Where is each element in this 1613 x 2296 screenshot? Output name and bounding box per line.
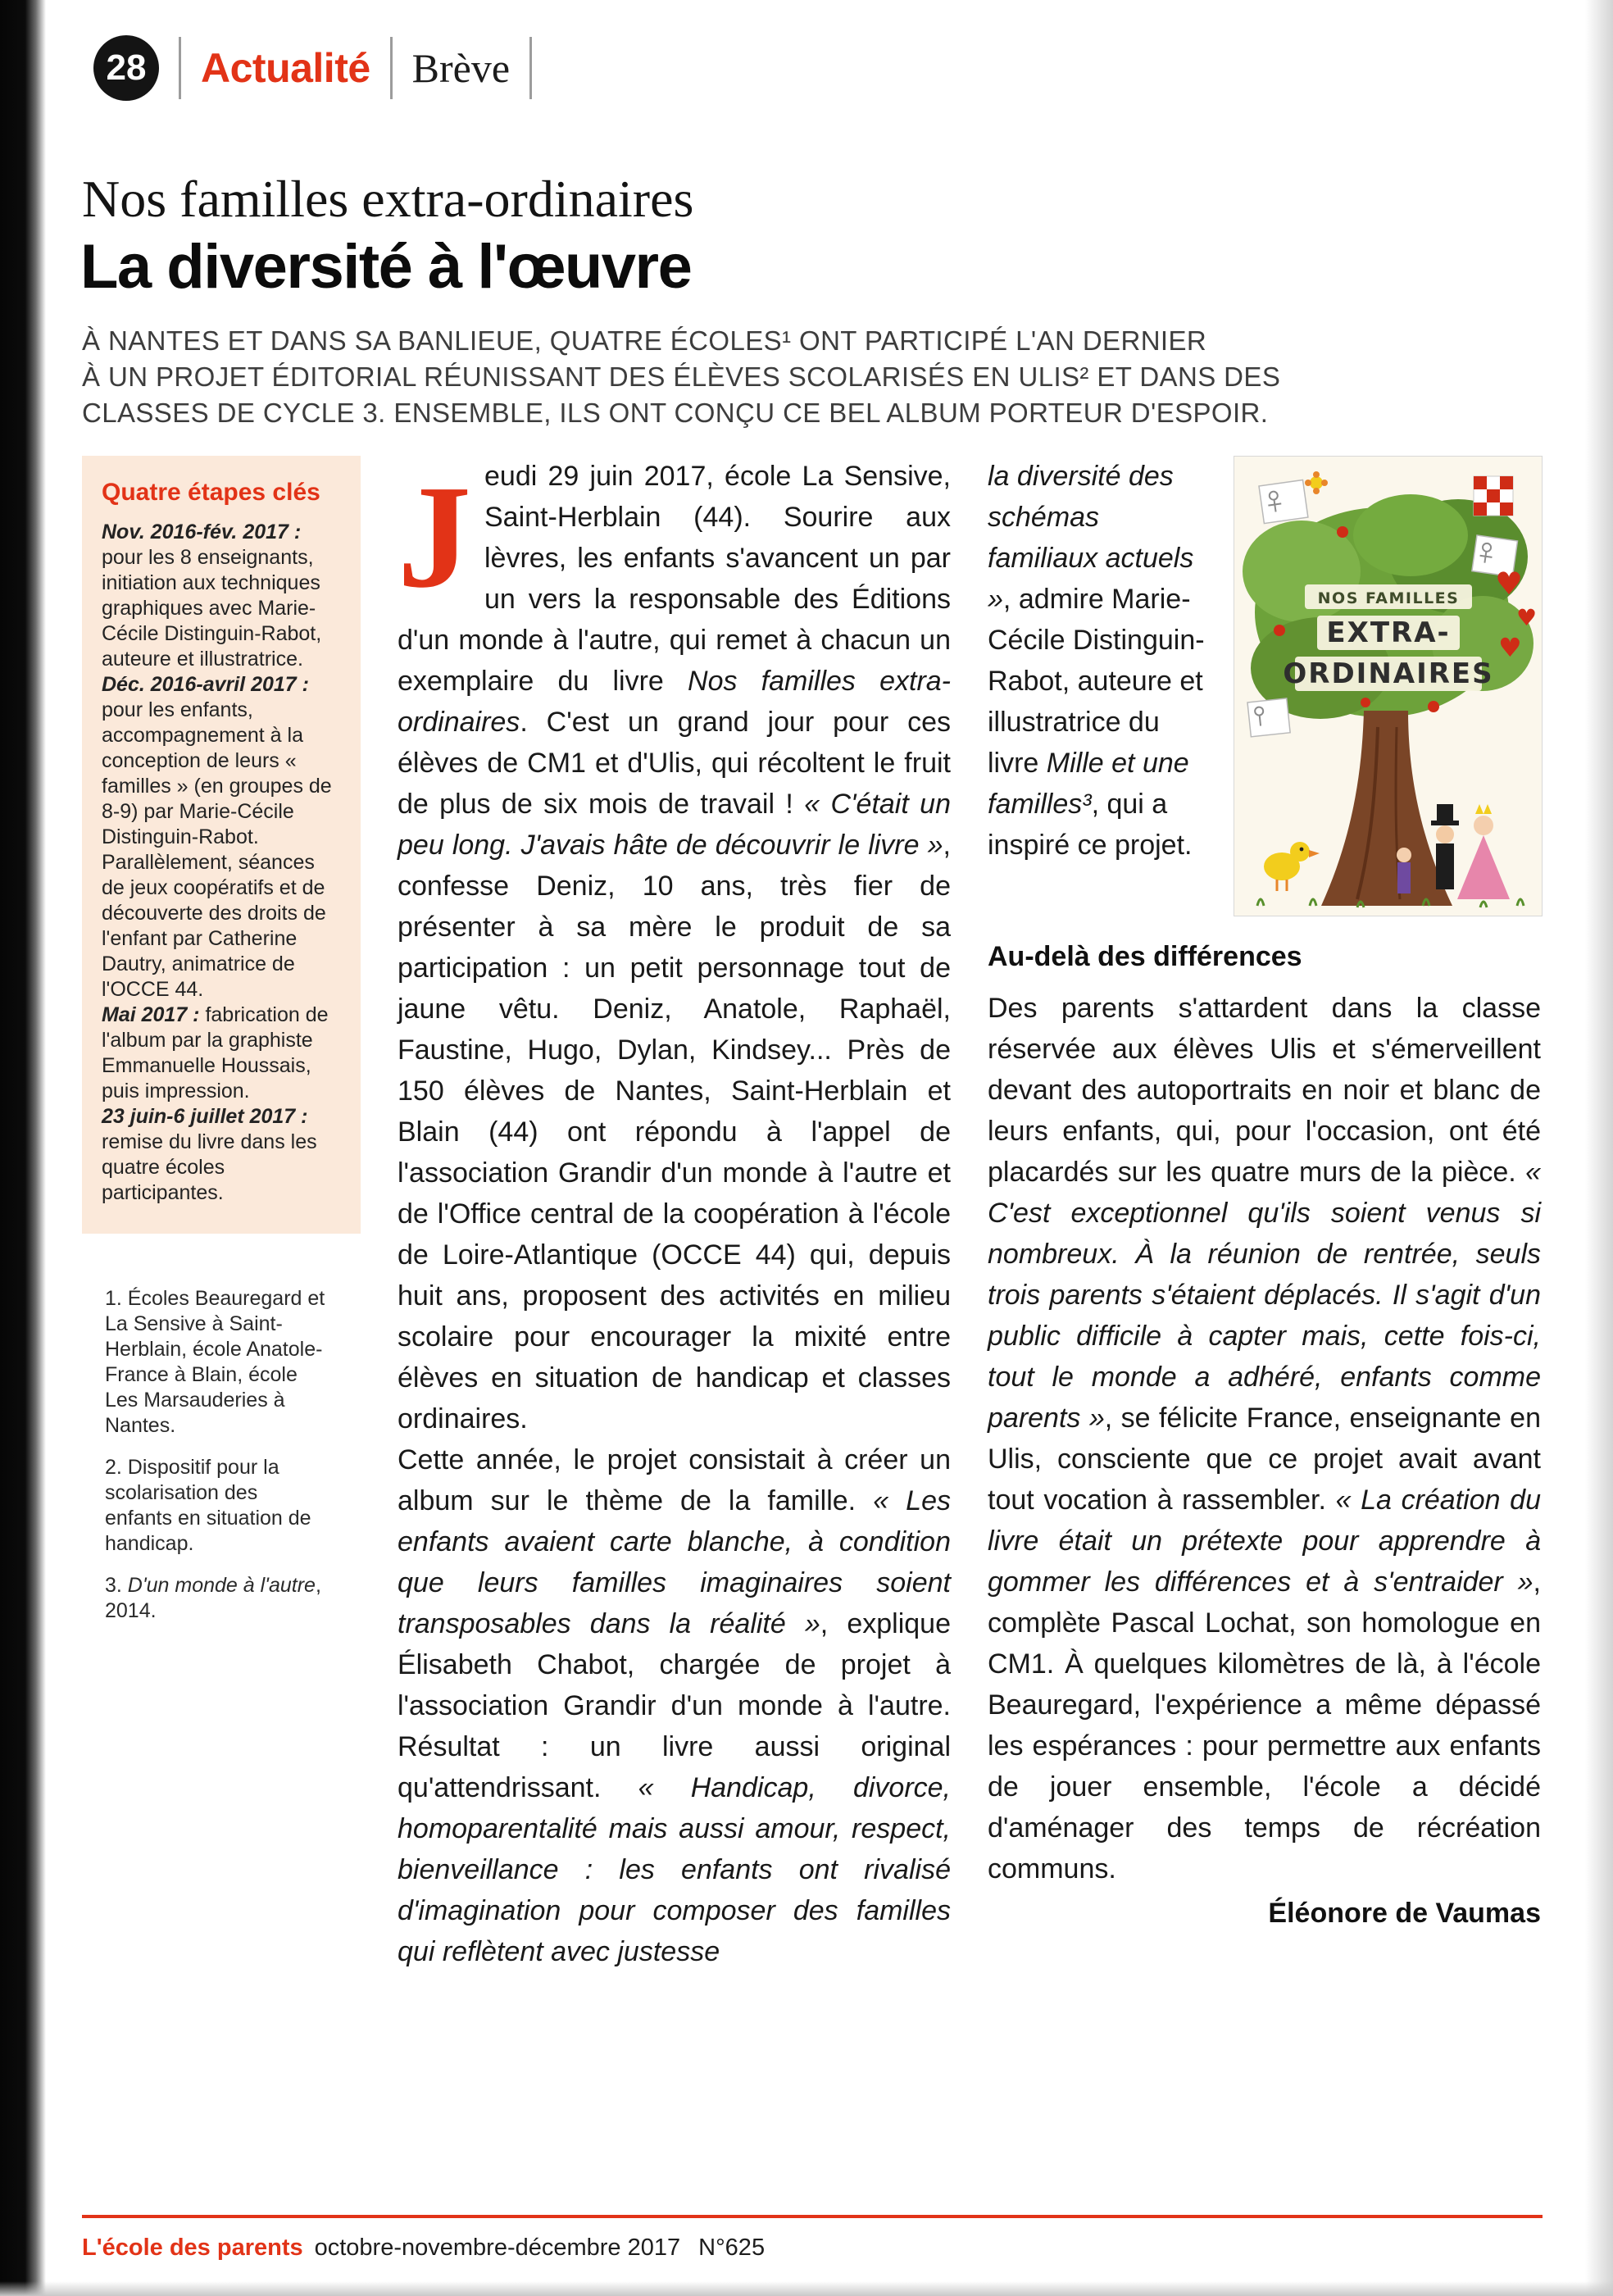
article-body bbox=[82, 456, 1541, 1972]
key-steps-box bbox=[82, 456, 361, 1234]
article-runover: la diversité des schémas familiaux actuels », admire Marie-Cécile Distinguin-Rabot, auteure et illustratrice du livre Mille et une familles³, qui a inspiré ce projet. bbox=[988, 461, 1205, 861]
footnote-2: 2. Dispositif pour la scolarisation des enfants en situation de handicap. bbox=[105, 1456, 311, 1555]
page-number-badge: 28 bbox=[93, 35, 159, 101]
header-divider bbox=[179, 37, 181, 99]
footnote-3: 3. D'un monde à l'autre, 2014. bbox=[105, 1574, 321, 1622]
section-heading: Au-delà des différences bbox=[988, 941, 1302, 972]
page-footer bbox=[82, 2235, 765, 2262]
figure-child bbox=[1397, 848, 1411, 893]
article-standfirst bbox=[82, 323, 1280, 431]
rubric-label: Brève bbox=[411, 45, 511, 91]
section-body: Des parents s'attardent dans la classe réservée aux élèves Ulis et s'émerveillent devant des autoportraits en noir et blanc de leurs enfants, qui, pour l'occasion, ont été placardés sur les quatre murs de la pièce. « C'est exceptionnel qu'ils soient venus si nombreux. À la réunion de rentrée, seuls trois parents s'étaient déplacés. Il s'agit d'un public difficile à capter mais, cette fois-ci, tout le monde a adhéré, enfants comme parents », se félicite France, enseignante en Ulis, consciente que ce projet avait avant tout vocation à rassembler. « La création du livre était un prétexte pour apprendre à gommer les différences et à s'entraider », complète Pascal Lochat, son homologue en CM1. À quelques kilomètres de là, à l'école Beauregard, l'expérience a même dépassé les espérances : pour permettre aux enfants de jouer ensemble, l'école a décidé d'aménager des temps de récréation communs. bbox=[988, 993, 1541, 1885]
svg-text:♥: ♥ bbox=[1495, 566, 1524, 602]
key-step-4: 23 juin-6 juillet 2017 : remise du livre dans les quatre écoles participantes. bbox=[102, 1105, 317, 1204]
page-header bbox=[93, 34, 552, 102]
book-cover bbox=[1234, 456, 1543, 916]
drop-cap: J bbox=[398, 455, 471, 618]
article-kicker-title: Nos familles extra-ordinaires bbox=[82, 170, 694, 228]
paragraph-1-text: eudi 29 juin 2017, école La Sensive, Saint-Herblain (44). Sourire aux lèvres, les enfants s'avancent un par un vers la responsable des Éditions d'un monde à l'autre, qui remet à chacun un exemplaire du livre Nos familles extra-ordinaires. C'est un grand jour pour ces élèves de CM1 et d'Ulis, qui récoltent le fruit de plus de six mois de travail ! « C'était un peu long. J'avais hâte de découvrir le livre », confesse Deniz, 10 ans, très fier de présenter à sa mère le produit de sa participation : un petit personnage tout de jaune vêtu. Deniz, Anatole, Raphaël, Faustine, Hugo, Dylan, Kindsey... Près de 150 élèves de Nantes, Saint-Herblain et Blain (44) ont répondu à l'appel de l'association Grandir d'un monde à l'autre et de l'Office central de la coopération à l'école de Loire-Atlantique (OCCE 44) qui, depuis huit ans, proposent des activités en milieu scolaire pour encourager la mixité entre élèves en situation de handicap et classes ordinaires. bbox=[398, 461, 952, 1434]
header-divider bbox=[390, 37, 393, 99]
section-label: Actualité bbox=[201, 45, 370, 91]
issue-date: octobre-novembre-décembre 2017 bbox=[314, 2235, 681, 2261]
center-column bbox=[398, 456, 951, 1972]
issue-number: N°625 bbox=[698, 2235, 766, 2261]
right-column bbox=[988, 456, 1541, 1972]
scan-edge-right bbox=[1585, 0, 1613, 2296]
svg-text:EXTRA-: EXTRA- bbox=[1326, 616, 1451, 649]
article-paragraph-2: Cette année, le projet consistait à créer un album sur le thème de la famille. « Les enfants avaient carte blanche, à condition que leurs familles imaginaires soient transposables dans la réalité », explique Élisabeth Chabot, chargée de projet à l'association Grandir d'un monde à l'autre. Résultat : un livre aussi original qu'attendrissant. « Handicap, divorce, homoparentalité mais aussi amour, respect, bienveillance : les enfants ont rivalisé d'imagination pour composer des familles qui reflètent avec justesse bbox=[398, 1444, 952, 1967]
svg-text:♥: ♥ bbox=[1498, 632, 1522, 663]
drawing-card bbox=[1247, 698, 1290, 737]
runover-and-cover bbox=[988, 456, 1541, 916]
scan-edge-left bbox=[0, 0, 46, 2296]
footer-rule bbox=[82, 2215, 1543, 2218]
header-divider bbox=[529, 37, 532, 99]
key-steps-heading: Quatre étapes clés bbox=[102, 479, 320, 506]
standfirst-line: CLASSES DE CYCLE 3. ENSEMBLE, ILS ONT CONÇU CE BEL ALBUM PORTEUR D'ESPOIR. bbox=[82, 398, 1269, 428]
magazine-name: L'école des parents bbox=[82, 2235, 303, 2261]
left-column bbox=[82, 456, 361, 1972]
standfirst-line: À UN PROJET ÉDITORIAL RÉUNISSANT DES ÉLÈVES SCOLARISÉS EN ULIS² ET DANS DES bbox=[82, 361, 1281, 392]
footnotes bbox=[105, 1286, 328, 1624]
key-step-1: Nov. 2016-fév. 2017 : pour les 8 enseignants, initiation aux techniques graphiques avec Marie-Cécile Distinguin-Rabot, auteure et illustratrice. bbox=[102, 521, 322, 671]
footnote-1: 1. Écoles Beauregard et La Sensive à Saint-Herblain, école Anatole-France à Blain, école Les Marsauderies à Nantes. bbox=[105, 1287, 325, 1437]
article-paragraph-1 bbox=[398, 456, 951, 1439]
svg-text:♥: ♥ bbox=[1516, 604, 1538, 631]
svg-text:ORDINAIRES: ORDINAIRES bbox=[1283, 657, 1494, 690]
author-byline: Éléonore de Vaumas bbox=[1268, 1898, 1541, 1929]
svg-text:NOS FAMILLES: NOS FAMILLES bbox=[1317, 589, 1460, 607]
key-step-2: Déc. 2016-avril 2017 : pour les enfants, accompagnement à la conception de leurs « familles » (en groupes de 8-9) par Marie-Cécile Distinguin-Rabot. Parallèlement, séances de jeux coopératifs et de découverte des droits de l'enfant par Catherine Dautry, animatrice de l'OCCE 44. bbox=[102, 673, 332, 1001]
key-step-3: Mai 2017 : fabrication de l'album par la graphiste Emmanuelle Houssais, puis impression. bbox=[102, 1003, 329, 1103]
article-headline: La diversité à l'œuvre bbox=[80, 232, 692, 302]
checker-pattern bbox=[1474, 476, 1513, 516]
scan-edge-bottom bbox=[0, 2281, 1613, 2296]
standfirst-line: À NANTES ET DANS SA BANLIEUE, QUATRE ÉCOLES¹ ONT PARTICIPÉ L'AN DERNIER bbox=[82, 325, 1207, 356]
book-cover-illustration bbox=[1234, 456, 1543, 916]
drawing-card bbox=[1259, 480, 1308, 523]
